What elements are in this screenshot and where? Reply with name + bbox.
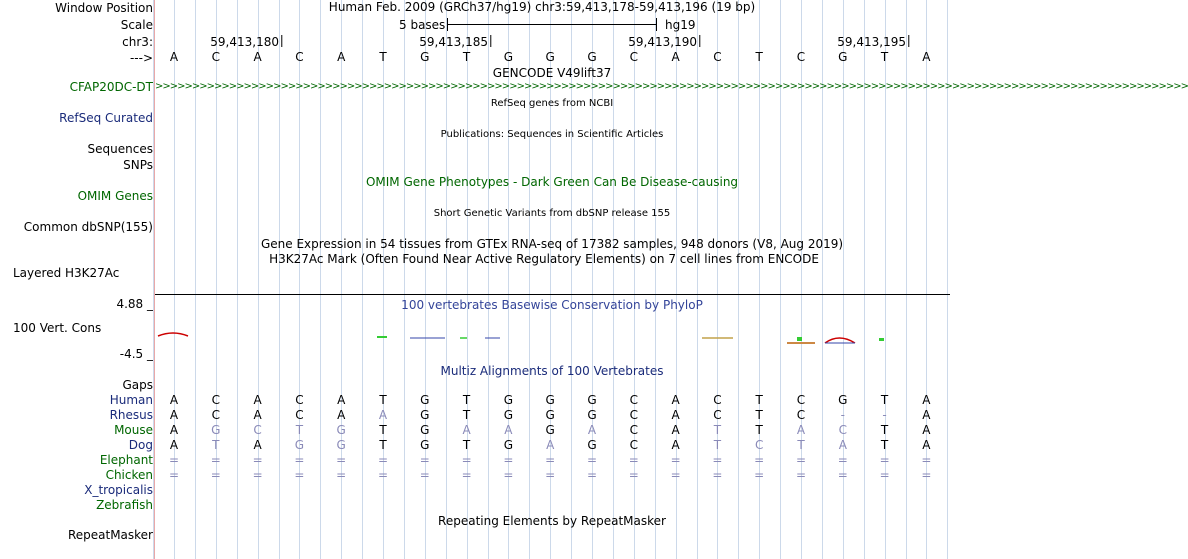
omim-title: OMIM Gene Phenotypes - Dark Green Can Be Disease-causing [365, 175, 739, 189]
track-label-repeatmasker[interactable]: RepeatMasker [67, 528, 153, 542]
aligned-base: C [754, 438, 764, 452]
aligned-base: T [295, 423, 304, 437]
aligned-base: = [503, 468, 514, 482]
aligned-base: = [586, 453, 598, 467]
aligned-base: = [921, 453, 932, 467]
aligned-base: C [629, 393, 638, 407]
aligned-base: G [420, 423, 430, 437]
aligned-base: = [377, 468, 389, 482]
aligned-base: A [922, 438, 931, 452]
aligned-base: A [546, 438, 555, 452]
base: A [922, 50, 931, 64]
window-position-label: Window Position [55, 1, 153, 15]
track-label-dbsnp[interactable]: Common dbSNP(155) [23, 220, 153, 234]
gencode-title: GENCODE V49lift37 [492, 66, 612, 80]
aligned-base: G [587, 393, 597, 407]
aligned-base: = [754, 468, 765, 482]
aligned-base: G [336, 438, 346, 452]
track-label-h3k27ac[interactable]: Layered H3K27Ac [13, 266, 120, 280]
aligned-base: = [545, 453, 556, 467]
base: G [545, 50, 555, 64]
aligned-base: C [796, 393, 806, 407]
cons-max-label: 4.88 _ [116, 297, 153, 311]
base: T [462, 50, 471, 64]
aligned-base: = [670, 468, 681, 482]
species-label[interactable]: Human [109, 393, 153, 407]
aligned-base: C [211, 408, 220, 422]
track-label-cons[interactable]: 100 Vert. Cons [13, 321, 102, 335]
base: A [337, 50, 346, 64]
aligned-base: C [629, 438, 638, 452]
aligned-base: = [921, 468, 932, 482]
aligned-base: = [795, 468, 807, 482]
aligned-base: C [295, 393, 304, 407]
cons-signal [155, 326, 950, 348]
base: A [253, 50, 262, 64]
aligned-base: A [838, 438, 847, 452]
aligned-base: T [462, 438, 471, 452]
aligned-base: A [462, 423, 471, 437]
cons-blip-8 [797, 337, 802, 341]
aligned-base: C [713, 408, 722, 422]
aligned-base: A [253, 438, 262, 452]
aligned-base: = [754, 453, 765, 467]
base: G [503, 50, 514, 64]
aligned-base: G [503, 408, 514, 422]
coordinate-label: 59,413,195 [837, 35, 909, 50]
aligned-base: A [253, 408, 262, 422]
aligned-base: T [755, 393, 763, 407]
aligned-base: = [503, 453, 514, 467]
aligned-base: = [336, 453, 347, 467]
species-label[interactable]: Chicken [105, 468, 153, 482]
gtex-title: Gene Expression in 54 tissues from GTEx RNA-seq of 17382 samples, 948 donors (V8, Aug 2019) [260, 237, 844, 251]
species-label[interactable]: Rhesus [109, 408, 153, 422]
aligned-base: = [168, 453, 180, 467]
dbsnp-title: Short Genetic Variants from dbSNP release 155 [433, 208, 671, 219]
coordinate-label: 59,413,180 [210, 35, 282, 50]
species-label[interactable]: Zebrafish [96, 498, 153, 512]
cons-title: 100 vertebrates Basewise Conservation by PhyloP [401, 298, 703, 312]
aligned-base: = [461, 453, 472, 467]
track-label-snps[interactable]: SNPs [123, 158, 153, 172]
aligned-base: T [880, 438, 889, 452]
aligned-base: = [628, 453, 639, 467]
cons-top-line [155, 294, 950, 295]
aligned-base: = [837, 453, 848, 467]
aligned-base: A [671, 423, 680, 437]
aligned-base: G [294, 438, 305, 452]
aligned-base: T [379, 423, 387, 437]
aligned-base: G [503, 438, 514, 452]
aligned-base: A [169, 438, 179, 452]
cons-blip-1 [158, 333, 188, 336]
aligned-base: A [922, 423, 931, 437]
aligned-base: T [379, 438, 387, 452]
aligned-base: T [880, 393, 889, 407]
base: C [211, 50, 220, 64]
base: C [295, 50, 304, 64]
aligned-base: = [210, 468, 221, 482]
track-label-gencode[interactable]: CFAP20DC-DT [69, 80, 153, 94]
aligned-base: = [294, 468, 305, 482]
aligned-base: A [378, 408, 388, 422]
base: T [880, 50, 889, 64]
aligned-base: A [337, 408, 346, 422]
aligned-base: A [169, 423, 179, 437]
aligned-base: = [252, 468, 263, 482]
aligned-base: C [629, 423, 638, 437]
scale-label: Scale [120, 18, 153, 32]
base: G [838, 50, 848, 64]
repeatmasker-title: Repeating Elements by RepeatMasker [438, 514, 666, 528]
chrom-label: chr3: [122, 35, 153, 49]
species-label[interactable]: Mouse [114, 423, 153, 437]
aligned-base: G [545, 393, 555, 407]
base: C [796, 50, 806, 64]
aligned-base: = [252, 453, 263, 467]
aligned-base: = [712, 453, 723, 467]
aligned-base: T [212, 438, 220, 452]
aligned-base: A [796, 423, 806, 437]
aligned-base: C [713, 393, 722, 407]
species-label[interactable]: Dog [128, 438, 153, 452]
browser-image[interactable] [155, 0, 1188, 559]
aligned-base: = [336, 468, 347, 482]
aligned-base: T [755, 423, 763, 437]
gridline [153, 0, 154, 559]
cons-blip-9 [825, 338, 855, 343]
publications-title: Publications: Sequences in Scientific Articles [440, 129, 664, 140]
gencode-gene-feature[interactable]: >>>>>>>>>>>>>>>>>>>>>>>>>>>>>>>>>>>>>>>>>>>>>>>>>>>>>>>>>>>>>>>>>>>>>>>>>>>>>>>>>>>>>>>>>>>>>>>>>>>>>>>>>>>>>>>>>>>>>>>>>>>>>>>>>>>>>>>>>>>> [155, 81, 1188, 92]
aligned-base: = [168, 468, 180, 482]
aligned-base: = [795, 453, 807, 467]
aligned-base: G [420, 408, 430, 422]
aligned-base: = [628, 468, 639, 482]
aligned-base: C [796, 408, 806, 422]
base: T [755, 50, 763, 64]
species-label[interactable]: Elephant [99, 453, 153, 467]
aligned-base: T [462, 408, 471, 422]
aligned-base: A [922, 408, 931, 422]
aligned-base: A [671, 393, 680, 407]
aligned-base: = [210, 453, 221, 467]
aligned-base: = [294, 453, 305, 467]
aligned-base: T [379, 393, 387, 407]
aligned-base: T [880, 423, 889, 437]
aligned-base: G [420, 393, 430, 407]
track-label-omim[interactable]: OMIM Genes [77, 189, 153, 203]
aligned-base: G [587, 408, 597, 422]
refseq-title: RefSeq genes from NCBI [490, 98, 614, 109]
aligned-base: = [586, 468, 598, 482]
track-label-gaps[interactable]: Gaps [122, 378, 153, 392]
aligned-base: = [837, 468, 848, 482]
aligned-base: - [882, 408, 887, 422]
track-label-sequences[interactable]: Sequences [87, 142, 153, 156]
aligned-base: = [879, 453, 890, 467]
coordinate-label: 59,413,190 [628, 35, 700, 50]
aligned-base: A [922, 393, 931, 407]
track-label-refseq[interactable]: RefSeq Curated [59, 111, 153, 125]
aligned-base: G [336, 423, 346, 437]
aligned-base: T [713, 423, 722, 437]
base: A [169, 50, 179, 64]
aligned-base: A [587, 423, 597, 437]
strand-label: ---> [129, 51, 153, 65]
aligned-base: C [629, 408, 638, 422]
aligned-base: T [755, 408, 763, 422]
aligned-base: = [419, 453, 430, 467]
aligned-base: T [462, 393, 471, 407]
aligned-base: = [461, 468, 472, 482]
base: A [671, 50, 680, 64]
base: T [379, 50, 387, 64]
aligned-base: T [797, 438, 805, 452]
aligned-base: = [879, 468, 890, 482]
aligned-base: C [211, 393, 220, 407]
aligned-base: G [420, 438, 430, 452]
aligned-base: G [545, 423, 555, 437]
aligned-base: A [169, 393, 179, 407]
aligned-base: = [545, 468, 556, 482]
scale-text: 5 bases [399, 18, 446, 32]
base: C [629, 50, 638, 64]
h3k27ac-title: H3K27Ac Mark (Often Found Near Active Regulatory Elements) on 7 cell lines from ENCODE [269, 252, 819, 266]
window-position-value: Human Feb. 2009 (GRCh37/hg19) chr3:59,413,178-59,413,196 (19 bp) [328, 0, 756, 14]
aligned-base: T [713, 438, 722, 452]
base: C [713, 50, 722, 64]
multiz-title: Multiz Alignments of 100 Vertebrates [440, 364, 664, 378]
scale-assembly: hg19 [665, 18, 696, 32]
aligned-base: A [337, 393, 346, 407]
aligned-base: G [587, 438, 597, 452]
aligned-base: = [377, 453, 389, 467]
coordinate-label: 59,413,185 [419, 35, 491, 50]
cons-min-label: -4.5 _ [119, 347, 153, 361]
aligned-base: G [838, 393, 848, 407]
aligned-base: A [253, 393, 262, 407]
aligned-base: = [670, 453, 681, 467]
aligned-base: A [504, 423, 513, 437]
aligned-base: A [671, 438, 680, 452]
aligned-base: A [671, 408, 680, 422]
cons-blip-11 [879, 338, 884, 341]
aligned-base: G [545, 408, 555, 422]
aligned-base: C [838, 423, 847, 437]
aligned-base: C [295, 408, 304, 422]
base: G [587, 50, 597, 64]
aligned-base: - [840, 408, 845, 422]
species-label[interactable]: X_tropicalis [84, 483, 153, 497]
aligned-base: = [419, 468, 430, 482]
aligned-base: C [253, 423, 262, 437]
aligned-base: G [211, 423, 221, 437]
base: G [420, 50, 430, 64]
aligned-base: G [503, 393, 514, 407]
aligned-base: = [712, 468, 723, 482]
aligned-base: A [169, 408, 179, 422]
